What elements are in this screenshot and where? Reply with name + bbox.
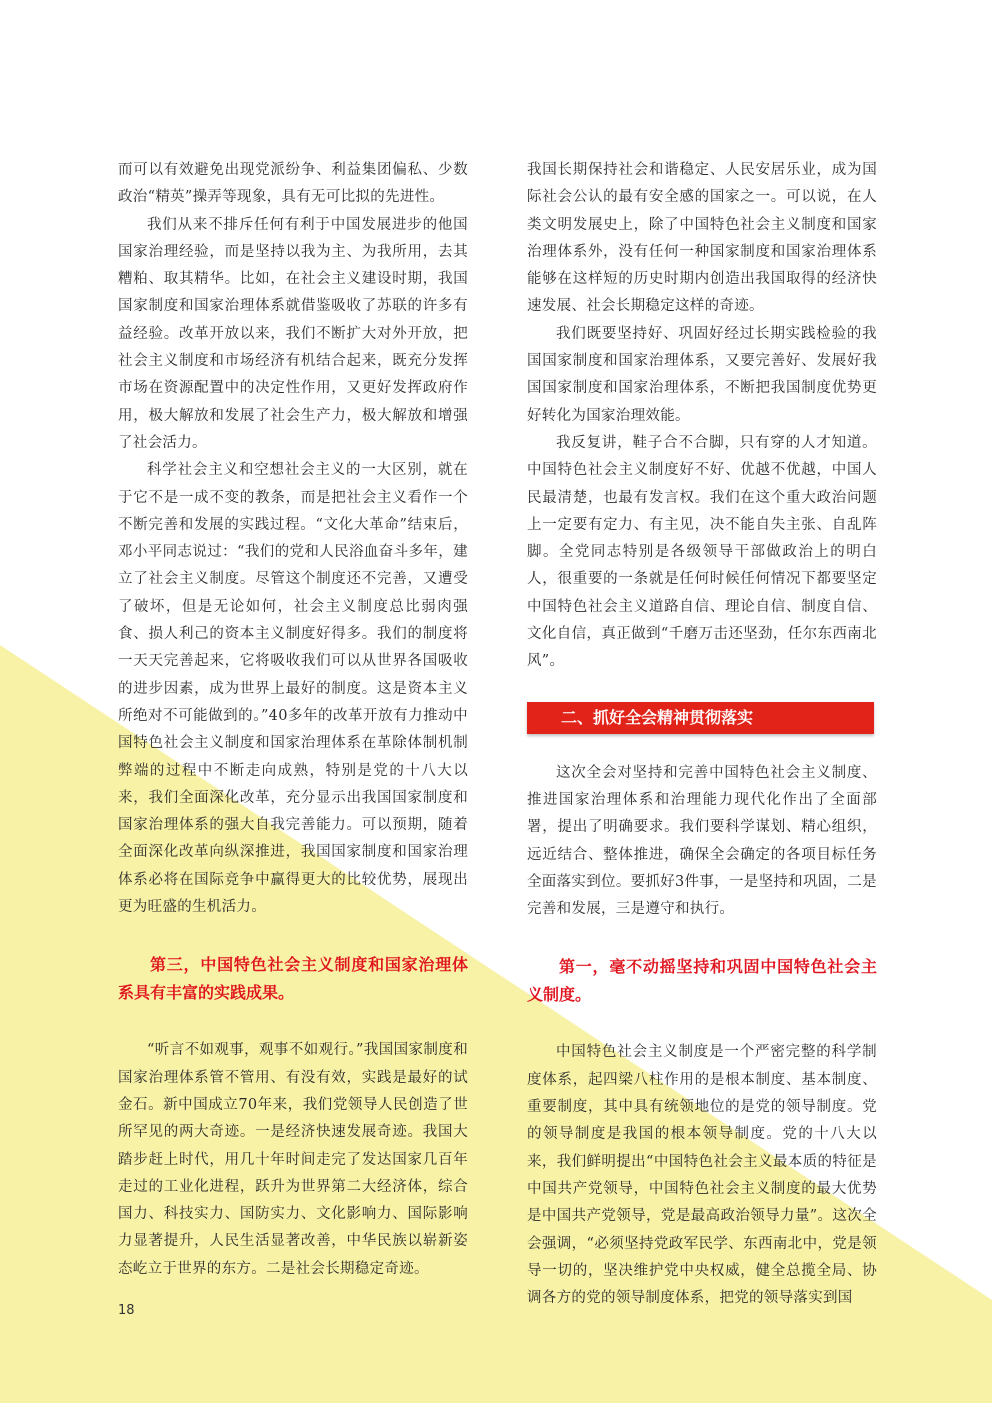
left-paragraph-4: “听言不如观事，观事不如观行。”我国国家制度和国家治理体系管不管用、有没有效，实践是最好的试金石。新中国成立70年来，我们党领导人民创造了世所罕见的两大奇迹。一是经济快速发展奇迹。我国大踏步赶上时代，用几十年时间走完了发达国家几百年走过的工业化进程，跃升为世界第二大经济体，综合国力、科技实力、国防实力、文化影响力、国际影响力显著提升，人民生活显著改善，中华民族以崭新姿态屹立于世界的东方。二是社会长期稳定奇迹。 [118,1042,468,1277]
left-paragraph-1: 而可以有效避免出现党派纷争、利益集团偏私、少数政治“精英”操弄等现象，具有无可比拟的先进性。 [118,162,468,206]
subheading-third: 第三，中国特色社会主义制度和国家治理体系具有丰富的实践成果。 [118,955,468,1003]
right-paragraph-5: 中国特色社会主义制度是一个严密完整的科学制度体系，起四梁八柱作用的是根本制度、基本制度、重要制度，其中具有统领地位的是党的领导制度。党的领导制度是我国的根本领导制度。党的十八大以来，我们鲜明提出“中国特色社会主义最本质的特征是中国共产党领导，中国特色社会主义制度的最大优势是中国共产党领导，党是最高政治领导力量”。这次全会强调，“必须坚持党政军民学、东西南北中，党是领导一切的，坚决维护党中央权威，健全总揽全局、协调各方的党的领导制度体系，把党的领导落实到国 [527,1044,877,1307]
right-column [527,157,877,1312]
right-paragraph-1: 我国长期保持社会和谐稳定、人民安居乐业，成为国际社会公认的最有安全感的国家之一。可以说，在人类文明发展史上，除了中国特色社会主义制度和国家治理体系外，没有任何一种国家制度和国家治理体系能够在这样短的历史时期内创造出我国取得的经济快速发展、社会长期稳定这样的奇迹。 [527,162,877,315]
right-paragraph-3: 我反复讲，鞋子合不合脚，只有穿的人才知道。中国特色社会主义制度好不好、优越不优越，中国人民最清楚，也最有发言权。我们在这个重大政治问题上一定要有定力、有主见，决不能自失主张、自乱阵脚。全党同志特别是各级领导干部做政治上的明白人，很重要的一条就是任何时候任何情况下都要坚定中国特色社会主义道路自信、理论自信、制度自信、文化自信，真正做到“千磨万击还坚劲，任尔东西南北风”。 [527,434,877,670]
page-number: 18 [118,1303,135,1318]
right-paragraph-4: 这次全会对坚持和完善中国特色社会主义制度、推进国家治理体系和治理能力现代化作出了全面部署，提出了明确要求。我们要科学谋划、精心组织，远近结合、整体推进，确保全会确定的各项目标任务全面落实到位。要抓好3件事，一是坚持和巩固，二是完善和发展，三是遵守和执行。 [527,764,877,918]
subheading-first: 第一，毫不动摇坚持和巩固中国特色社会主义制度。 [527,957,877,1005]
left-paragraph-2: 我们从来不排斥任何有利于中国发展进步的他国国家治理经验，而是坚持以我为主、为我所用，去其糟粕、取其精华。比如，在社会主义建设时期，我国国家制度和国家治理体系就借鉴吸收了苏联的许多有益经验。改革开放以来，我们不断扩大对外开放，把社会主义制度和市场经济有机结合起来，既充分发挥市场在资源配置中的决定性作用，又更好发挥政府作用，极大解放和发展了社会生产力，极大解放和增强了社会活力。 [118,216,468,451]
left-column [118,157,468,1283]
section-title-bar: 二、抓好全会精神贯彻落实 [527,702,874,734]
right-paragraph-2: 我们既要坚持好、巩固好经过长期实践检验的我国国家制度和国家治理体系，又要完善好、发展好我国国家制度和国家治理体系，不断把我国制度优势更好转化为国家治理效能。 [527,325,877,424]
left-paragraph-3: 科学社会主义和空想社会主义的一大区别，就在于它不是一成不变的教条，而是把社会主义看作一个不断完善和发展的实践过程。“文化大革命”结束后，邓小平同志说过：“我们的党和人民浴血奋斗多年，建立了社会主义制度。尽管这个制度还不完善，又遭受了破坏，但是无论如何，社会主义制度总比弱肉强食、损人利己的资本主义制度好得多。我们的制度将一天天完善起来，它将吸收我们可以从世界各国吸收的进步因素，成为世界上最好的制度。这是资本主义所绝对不可能做到的。”40多年的改革开放有力推动中国特色社会主义制度和国家治理体系在革除体制机制弊端的过程中不断走向成熟，特别是党的十八大以来，我们全面深化改革，充分显示出我国国家制度和国家治理体系的强大自我完善能力。可以预期，随着全面深化改革向纵深推进，我国国家制度和国家治理体系必将在国际竞争中赢得更大的比较优势，展现出更为旺盛的生机活力。 [118,462,468,916]
